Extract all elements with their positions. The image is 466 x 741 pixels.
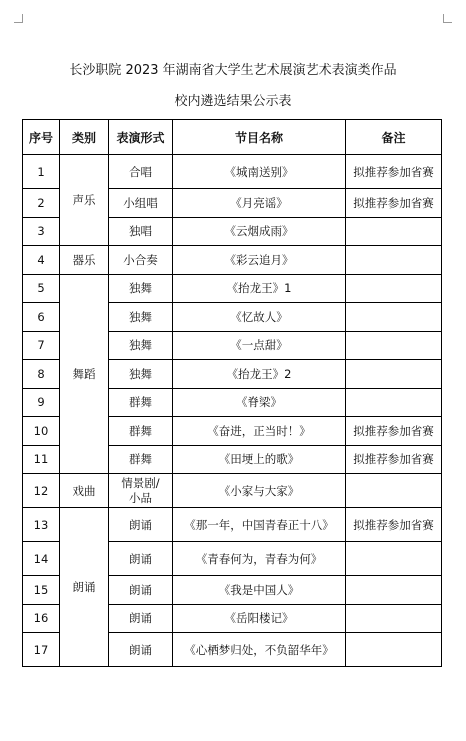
- row-remark: [346, 360, 442, 389]
- row-work: 《那一年，中国青春正十八》: [173, 508, 346, 542]
- row-remark: 拟推荐参加省赛: [346, 417, 442, 446]
- category-cell-dance: 舞蹈: [60, 274, 109, 474]
- row-work: 《青春何为，青春为何》: [173, 542, 346, 576]
- header-category: 类别: [60, 120, 109, 155]
- row-no: 10: [23, 417, 60, 446]
- row-no: 5: [23, 274, 60, 303]
- row-no: 17: [23, 633, 60, 667]
- row-remark: [346, 474, 442, 508]
- row-work: 《城南送别》: [173, 155, 346, 189]
- row-work: 《田埂上的歌》: [173, 445, 346, 474]
- row-no: 1: [23, 155, 60, 189]
- category-cell-recitation: 朗诵: [60, 508, 109, 667]
- table-row: [23, 155, 442, 189]
- row-work: 《奋进，正当时！》: [173, 417, 346, 446]
- category-cell-vocal: 声乐: [60, 155, 109, 246]
- row-no: 16: [23, 604, 60, 633]
- row-work: 《小家与大家》: [173, 474, 346, 508]
- row-remark: [346, 303, 442, 332]
- row-work: 《忆故人》: [173, 303, 346, 332]
- row-remark: [346, 576, 442, 605]
- row-form: 小合奏: [109, 246, 173, 275]
- row-form: 独唱: [109, 217, 173, 246]
- row-form: [109, 474, 173, 508]
- row-work: 《月亮谣》: [173, 189, 346, 218]
- row-no: 11: [23, 445, 60, 474]
- crop-mark-top-left: [14, 14, 23, 23]
- row-form: 小组唱: [109, 189, 173, 218]
- row-work: 《抬龙王》1: [173, 274, 346, 303]
- row-work: 《一点甜》: [173, 331, 346, 360]
- row-form: 朗诵: [109, 633, 173, 667]
- row-remark: [346, 542, 442, 576]
- row-no: 2: [23, 189, 60, 218]
- row-no: 4: [23, 246, 60, 275]
- row-remark: [346, 604, 442, 633]
- row-work: 《心栖梦归处，不负韶华年》: [173, 633, 346, 667]
- header-work: 节目名称: [173, 120, 346, 155]
- row-remark: [346, 633, 442, 667]
- header-no: 序号: [23, 120, 60, 155]
- row-form: 独舞: [109, 360, 173, 389]
- row-work: 《云烟成雨》: [173, 217, 346, 246]
- row-form: 独舞: [109, 331, 173, 360]
- document-subtitle: 校内遴选结果公示表: [174, 94, 292, 109]
- row-work: 《彩云追月》: [173, 246, 346, 275]
- row-form: 朗诵: [109, 542, 173, 576]
- row-remark: [346, 331, 442, 360]
- row-remark: 拟推荐参加省赛: [346, 189, 442, 218]
- header-form: 表演形式: [109, 120, 173, 155]
- table-row: [23, 474, 442, 508]
- row-form: 朗诵: [109, 576, 173, 605]
- document-title: 长沙职院 2023 年湖南省大学生艺术展演艺术表演类作品: [69, 63, 397, 78]
- row-no: 8: [23, 360, 60, 389]
- row-form: 群舞: [109, 388, 173, 417]
- row-form: 群舞: [109, 445, 173, 474]
- row-no: 14: [23, 542, 60, 576]
- row-form: 独舞: [109, 303, 173, 332]
- row-no: 13: [23, 508, 60, 542]
- row-remark: [346, 388, 442, 417]
- table-row: [23, 508, 442, 542]
- row-no: 7: [23, 331, 60, 360]
- row-form: 群舞: [109, 417, 173, 446]
- row-remark: [346, 217, 442, 246]
- row-form: 朗诵: [109, 604, 173, 633]
- category-cell-instrumental: 器乐: [60, 246, 109, 275]
- category-cell-opera: 戏曲: [60, 474, 109, 508]
- row-no: 3: [23, 217, 60, 246]
- row-form: 独舞: [109, 274, 173, 303]
- table-header-row: [23, 120, 442, 155]
- row-remark: 拟推荐参加省赛: [346, 445, 442, 474]
- table-row: [23, 274, 442, 303]
- row-no: 12: [23, 474, 60, 508]
- row-work: 《抬龙王》2: [173, 360, 346, 389]
- row-form: 合唱: [109, 155, 173, 189]
- row-remark: [346, 246, 442, 275]
- crop-mark-top-right: [443, 14, 452, 23]
- row-form-line1: 情景剧/: [121, 475, 160, 490]
- header-remark: 备注: [346, 120, 442, 155]
- row-remark: 拟推荐参加省赛: [346, 508, 442, 542]
- row-work: 《脊梁》: [173, 388, 346, 417]
- row-work: 《我是中国人》: [173, 576, 346, 605]
- row-no: 15: [23, 576, 60, 605]
- row-no: 9: [23, 388, 60, 417]
- row-remark: [346, 274, 442, 303]
- result-table: [22, 119, 442, 667]
- row-work: 《岳阳楼记》: [173, 604, 346, 633]
- row-no: 6: [23, 303, 60, 332]
- row-remark: 拟推荐参加省赛: [346, 155, 442, 189]
- table-row: [23, 246, 442, 275]
- row-form: 朗诵: [109, 508, 173, 542]
- row-form-line2: 小品: [129, 490, 152, 505]
